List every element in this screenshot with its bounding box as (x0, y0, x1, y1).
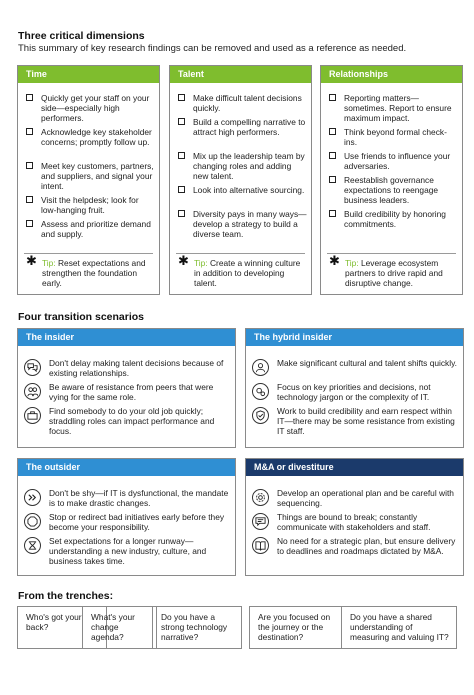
divider (176, 253, 305, 254)
scenario-header: M&A or divestiture (246, 459, 463, 476)
scenario-item: Things are bound to break; constantly communicate with stakeholders and staff. (252, 512, 460, 532)
briefcase-icon (24, 407, 41, 424)
checklist-item: Diversity pays in many ways—develop a strategy to build a diverse team. (178, 209, 308, 239)
tip-text: Reset expectations and strengthen the foundation early. (42, 258, 146, 288)
checklist-item: Build a compelling narrative to attract high performers. (178, 117, 308, 137)
checkbox-icon (329, 210, 336, 217)
scenario-item: Stop or redirect bad initiatives early before they become your responsibility. (24, 512, 232, 532)
scenario-header: The insider (18, 329, 235, 346)
people-icon (24, 383, 41, 400)
shield-check-icon (252, 407, 269, 424)
dimension-header: Talent (170, 66, 311, 83)
scenario-outsider (17, 458, 236, 576)
checklist-item: Visit the helpdesk; look for low-hanging fruit. (26, 195, 156, 215)
checklist-item: Assess and prioritize demand and supply. (26, 219, 156, 239)
scenario-item: Don't delay making talent decisions because of existing relationships. (24, 358, 232, 378)
checkbox-icon (178, 152, 185, 159)
dimension-relationships (320, 65, 463, 295)
tip-label: Tip: (194, 258, 208, 268)
scenario-item: Find somebody to do your old job quickly; straddling roles can impact performance and focus. (24, 406, 232, 436)
stop-icon (24, 513, 41, 530)
arrow-right-icon (24, 489, 41, 506)
tip (178, 253, 308, 288)
checkbox-icon (329, 94, 336, 101)
checklist-item: Use friends to influence your adversaries. (329, 151, 459, 171)
checkbox-icon (26, 162, 33, 169)
trench-question: What's your change agenda? (82, 606, 157, 649)
tip (26, 253, 156, 288)
clock-icon (24, 537, 41, 554)
dimension-header: Relationships (321, 66, 462, 83)
checkbox-icon (329, 152, 336, 159)
page-title: Three critical dimensions (18, 30, 145, 42)
checklist-item: Quickly get your staff on your side—especially high performers. (26, 93, 156, 123)
checkbox-icon (178, 210, 185, 217)
tip-text: Leverage ecosystem partners to drive rapid and disruptive change. (345, 258, 443, 288)
checklist-item: Think beyond formal check-ins. (329, 127, 459, 147)
checkbox-icon (26, 94, 33, 101)
checkbox-icon (178, 186, 185, 193)
scenario-header: The hybrid insider (246, 329, 463, 346)
checklist-item: Acknowledge key stakeholder concerns; promptly follow up. (26, 127, 156, 147)
scenario-item: Set expectations for a longer runway—understanding a new industry, culture, and business takes time. (24, 536, 232, 566)
trench-question: Who's got your back? (17, 606, 107, 649)
scenario-item: Be aware of resistance from peers that were vying for the same role. (24, 382, 232, 402)
checkbox-icon (178, 94, 185, 101)
checklist-item: Look into alternative sourcing. (178, 185, 308, 195)
checklist-item: Reestablish governance expectations to reengage business leaders. (329, 175, 459, 205)
speech-bubbles-icon (24, 359, 41, 376)
asterisk-icon: ✱ (178, 253, 189, 268)
tip-label: Tip: (42, 258, 56, 268)
checkbox-icon (329, 176, 336, 183)
asterisk-icon: ✱ (329, 253, 340, 268)
scenario-hybrid-insider (245, 328, 464, 448)
book-icon (252, 537, 269, 554)
scenario-item: Work to build credibility and earn respect within IT—there may be some resistance from existing IT staff. (252, 406, 460, 436)
trench-question: Do you have a strong technology narrative? (152, 606, 242, 649)
scenario-item: No need for a strategic plan, but ensure delivery to deadlines and roadmaps dictated by M&A. (252, 536, 460, 556)
gear-icon (252, 489, 269, 506)
dimension-talent (169, 65, 312, 295)
asterisk-icon: ✱ (26, 253, 37, 268)
checkbox-icon (26, 220, 33, 227)
trench-question: Do you have a shared understanding of measuring and valuing IT? (341, 606, 457, 649)
checklist-item: Reporting matters—sometimes. Report to ensure maximum impact. (329, 93, 459, 123)
scenario-item: Develop an operational plan and be careful with sequencing. (252, 488, 460, 508)
checkbox-icon (26, 196, 33, 203)
scenario-insider (17, 328, 236, 448)
tip-label: Tip: (345, 258, 359, 268)
trench-question: Are you focused on the journey or the destination? (249, 606, 342, 649)
dimension-header: Time (18, 66, 159, 83)
person-icon (252, 359, 269, 376)
checklist-item: Make difficult talent decisions quickly. (178, 93, 308, 113)
divider (24, 253, 153, 254)
page-subtitle: This summary of key research findings can be removed and used as a reference as needed. (18, 43, 407, 54)
checkbox-icon (329, 128, 336, 135)
scenario-item: Make significant cultural and talent shifts quickly. (252, 358, 460, 368)
scenario-header: The outsider (18, 459, 235, 476)
scenarios-title: Four transition scenarios (18, 311, 145, 323)
scenario-item: Don't be shy—if IT is dysfunctional, the mandate is to make drastic changes. (24, 488, 232, 508)
checklist-item: Mix up the leadership team by changing roles and adding new talent. (178, 151, 308, 181)
trenches-title: From the trenches: (18, 590, 114, 602)
scenario-item: Focus on key priorities and decisions, not technology jargon or the complexity of IT. (252, 382, 460, 402)
gears-icon (252, 383, 269, 400)
divider (327, 253, 456, 254)
chat-icon (252, 513, 269, 530)
scenario-m-and-a (245, 458, 464, 576)
tip (329, 253, 459, 288)
tip-text: Create a winning culture in addition to developing talent. (194, 258, 301, 288)
checkbox-icon (26, 128, 33, 135)
checklist-item: Meet key customers, partners, and suppliers, and signal your intent. (26, 161, 156, 191)
checkbox-icon (178, 118, 185, 125)
checklist-item: Build credibility by honoring commitments. (329, 209, 459, 229)
dimension-time (17, 65, 160, 295)
